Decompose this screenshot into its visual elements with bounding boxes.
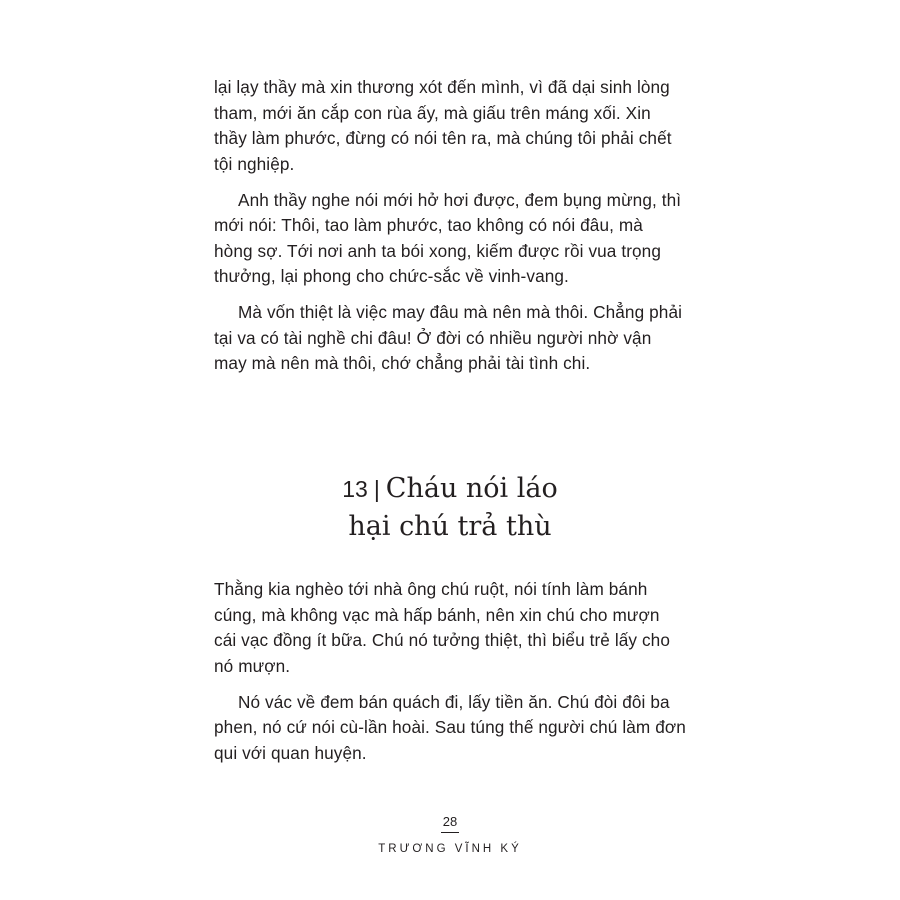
page-footer bbox=[0, 814, 900, 856]
chapter-heading bbox=[214, 470, 686, 545]
paragraph: Thằng kia nghèo tới nhà ông chú ruột, nói tính làm bánh cúng, mà không vạc mà hấp bánh, nên xin chú cho mượn cái vạc đồng ít bữa. Chú nó tưởng thiệt, thì biểu trẻ lấy cho nó mượn. bbox=[214, 579, 671, 676]
running-author: TRƯƠNG VĨNH KÝ bbox=[378, 843, 522, 855]
chapter-title-part-1: Cháu nói láo bbox=[385, 473, 558, 504]
paragraph: Anh thầy nghe nói mới hở hơi được, đem bụng mừng, thì mới nói: Thôi, tao làm phước, tao không có nói đâu, mà hòng sợ. Tới nơi anh ta bói xong, kiếm được rồi vua trọng thưởng, lại phong cho chức-sắc về vinh-vang. bbox=[214, 189, 682, 286]
chapter-number: 13 bbox=[342, 476, 368, 502]
story-continuation bbox=[214, 75, 686, 387]
chapter-title-line-1 bbox=[214, 470, 686, 508]
chapter-title-line-2: hại chú trả thù bbox=[348, 511, 552, 542]
paragraph: lại lạy thầy mà xin thương xót đến mình, vì đã dại sinh lòng tham, mới ăn cắp con rùa ấy, mà giấu trên máng xối. Xin thầy làm phước, đừng có nói tên ra, mà chúng tôi phải chết tội nghiệp. bbox=[214, 77, 672, 174]
page-number: 28 bbox=[442, 814, 458, 829]
paragraph: Nó vác về đem bán quách đi, lấy tiền ăn. Chú đòi đôi ba phen, nó cứ nói cù-lần hoài. Sau túng thế người chú làm đơn qui với quan huyện. bbox=[214, 691, 686, 763]
chapter-body bbox=[214, 577, 686, 777]
chapter-separator: | bbox=[373, 476, 380, 502]
paragraph: Mà vốn thiệt là việc may đâu mà nên mà thôi. Chẳng phải tại va có tài nghề chi đâu! Ở đời có nhiều người nhờ vận may mà nên mà thôi, chớ chẳng phải tài tình chi. bbox=[214, 302, 683, 373]
footer-divider bbox=[441, 832, 459, 833]
